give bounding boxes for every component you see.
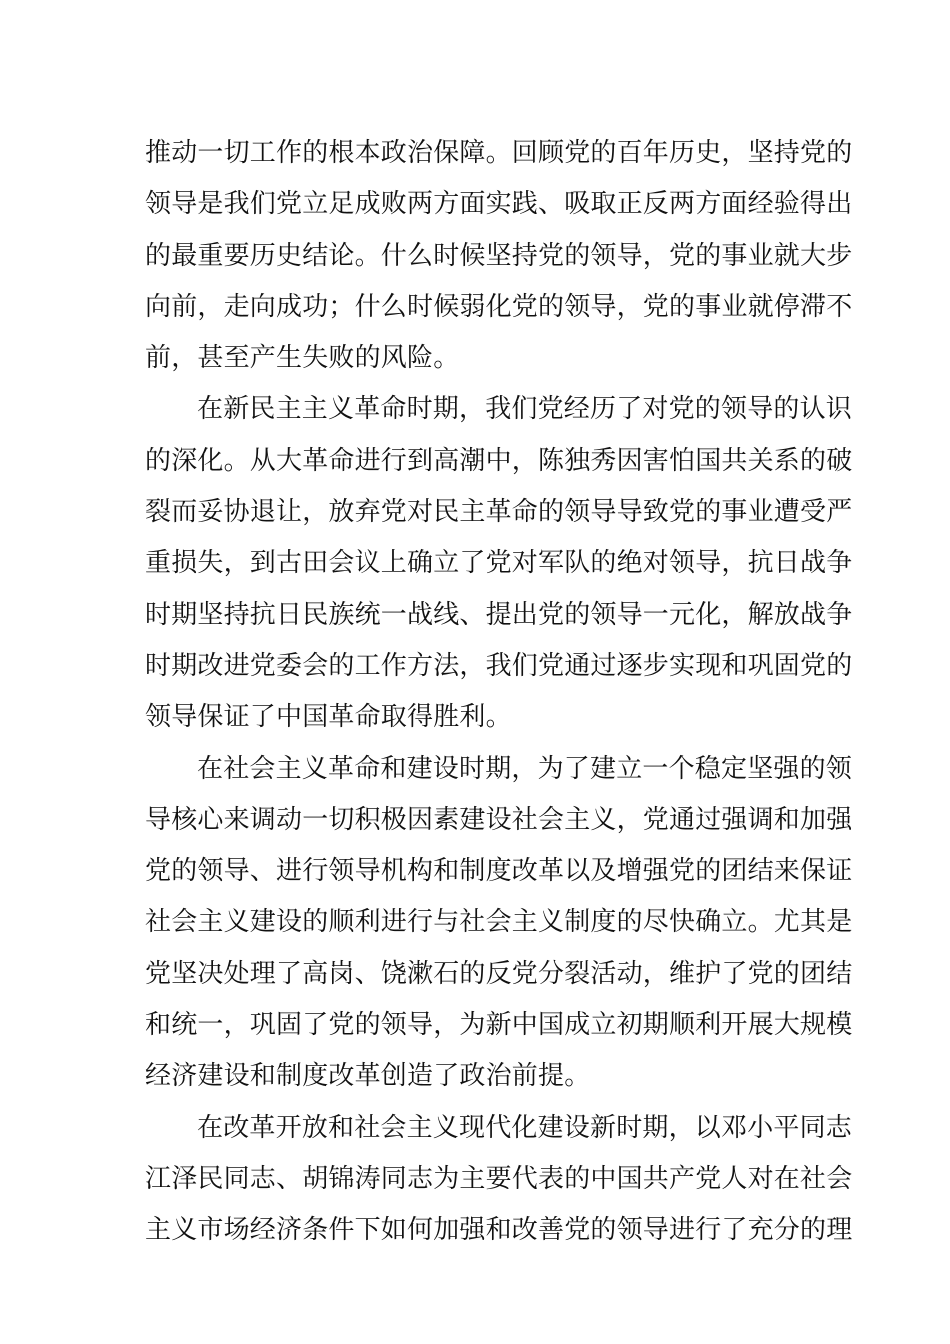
text-line: 在社会主义革命和建设时期，为了建立一个稳定坚强的领 <box>197 753 853 784</box>
paragraph-2 <box>145 384 853 743</box>
text-line: 社会主义建设的顺利进行与社会主义制度的尽快确立。尤其是 <box>145 907 853 938</box>
text-line: 主义市场经济条件下如何加强和改善党的领导进行了充分的理 <box>145 1215 853 1246</box>
text-line: 在改革开放和社会主义现代化建设新时期，以邓小平同志 <box>197 1112 853 1143</box>
text-line: 时期改进党委会的工作方法，我们党通过逐步实现和巩固党的 <box>145 650 853 681</box>
text-line: 重损失，到古田会议上确立了党对军队的绝对领导，抗日战争 <box>145 548 853 579</box>
text-line: 推动一切工作的根本政治保障。回顾党的百年历史，坚持党的 <box>145 138 853 168</box>
text-line: 经济建设和制度改革创造了政治前提。 <box>145 1061 591 1092</box>
text-line: 时期坚持抗日民族统一战线、提出党的领导一元化，解放战争 <box>145 599 853 630</box>
text-line: 的深化。从大革命进行到高潮中，陈独秀因害怕国共关系的破 <box>145 445 853 476</box>
text-line: 在新民主主义革命时期，我们党经历了对党的领导的认识 <box>197 394 853 425</box>
text-line: 领导是我们党立足成败两方面实践、吸取正反两方面经验得出 <box>145 189 853 220</box>
text-line: 前，甚至产生失败的风险。 <box>145 343 460 374</box>
paragraph-3 <box>145 744 853 1103</box>
text-line: 导核心来调动一切积极因素建设社会主义，党通过强调和加强 <box>145 804 853 835</box>
text-line: 领导保证了中国革命取得胜利。 <box>145 702 512 733</box>
paragraph-4 <box>145 1103 853 1257</box>
paragraph-1 <box>145 128 853 384</box>
text-line: 党坚决处理了高岗、饶漱石的反党分裂活动，维护了党的团结 <box>145 958 853 989</box>
text-line: 的最重要历史结论。什么时候坚持党的领导，党的事业就大步 <box>145 240 853 271</box>
text-line: 裂而妥协退让，放弃党对民主革命的领导导致党的事业遭受严 <box>145 497 853 528</box>
text-line: 江泽民同志、胡锦涛同志为主要代表的中国共产党人对在社会 <box>145 1163 853 1194</box>
text-line: 和统一，巩固了党的领导，为新中国成立初期顺利开展大规模 <box>145 1010 853 1041</box>
document-body <box>145 128 853 1257</box>
text-line: 党的领导、进行领导机构和制度改革以及增强党的团结来保证 <box>145 856 853 887</box>
text-line: 向前，走向成功；什么时候弱化党的领导，党的事业就停滞不 <box>145 291 853 322</box>
